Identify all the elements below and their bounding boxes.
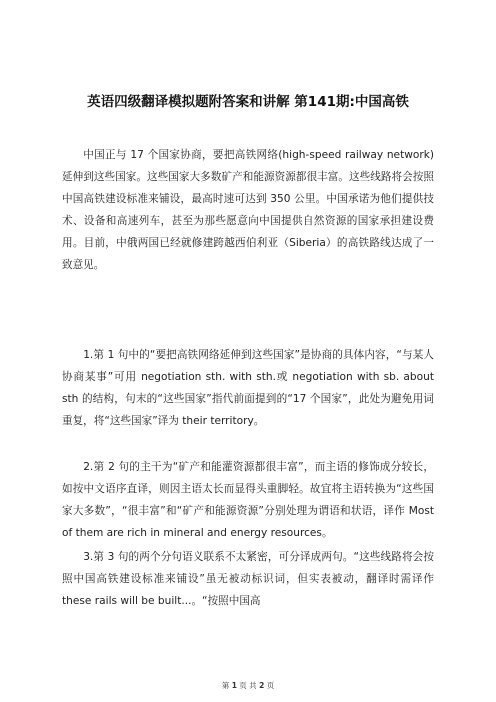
paragraph-note-1 <box>62 344 434 432</box>
paragraph-note-2 <box>62 456 434 544</box>
document-title: 英语四级翻译模拟题附答案和讲解 第141期:中国高铁 <box>87 94 409 110</box>
footer-current-page: 1 <box>231 681 237 690</box>
footer-total-pages: 2 <box>259 681 265 690</box>
footer-prefix: 第 <box>221 681 230 690</box>
footer-suffix: 页 <box>266 681 275 690</box>
paragraph-text: 2.第 2 句的主干为“矿产和能灌资源都很丰富”，而主语的修饰成分较长，如按中文语序直译，则因主语太长而显得头重脚轻。故宜将主语转换为“这些国家大多数”，“很丰富”和“矿产和能源资源”分别处理为谓语和状语，译作 Most of them are rich in mineral and energy resources。 <box>62 461 434 539</box>
paragraph-intro <box>62 144 434 276</box>
footer-middle: 页 共 <box>239 681 257 690</box>
page-footer <box>0 681 496 691</box>
paragraph-note-3 <box>62 546 434 612</box>
paragraph-text: 1.第 1 句中的“要把高铁网络延伸到这些国家”是协商的具体内容，“与某人协商某事”可用 negotiation sth. with sth.或 negotiation with sb. about sth 的结构，句末的“这些国家”指代前面提到的“17 个国家”，此处为避免用词重复，将“这些国家”译为 their territory。 <box>62 349 434 427</box>
paragraph-text: 3.第 3 句的两个分句语义联系不太紧密，可分译成两句。“这些线路将会按照中国高铁建设标准来铺设”虽无被动标识词，但实表被动，翻译时需译作 these rails will be built...。“按照中国高 <box>62 551 434 607</box>
paragraph-text: 中国正与 17 个国家协商，要把高铁网络(high-speed railway network)延伸到这些国家。这些国家大多数矿产和能源资源都很丰富。这些线路将会按照中国高铁建设标准来铺设，最高时速可达到 350 公里。中国承诺为他们提供技术、设备和高速列车，甚至为那些愿意向中国提供自然资源的国家承担建设费用。目前，中俄两国已经就修建跨越西伯利亚（Siberia）的高铁路线达成了一致意见。 <box>62 149 434 271</box>
